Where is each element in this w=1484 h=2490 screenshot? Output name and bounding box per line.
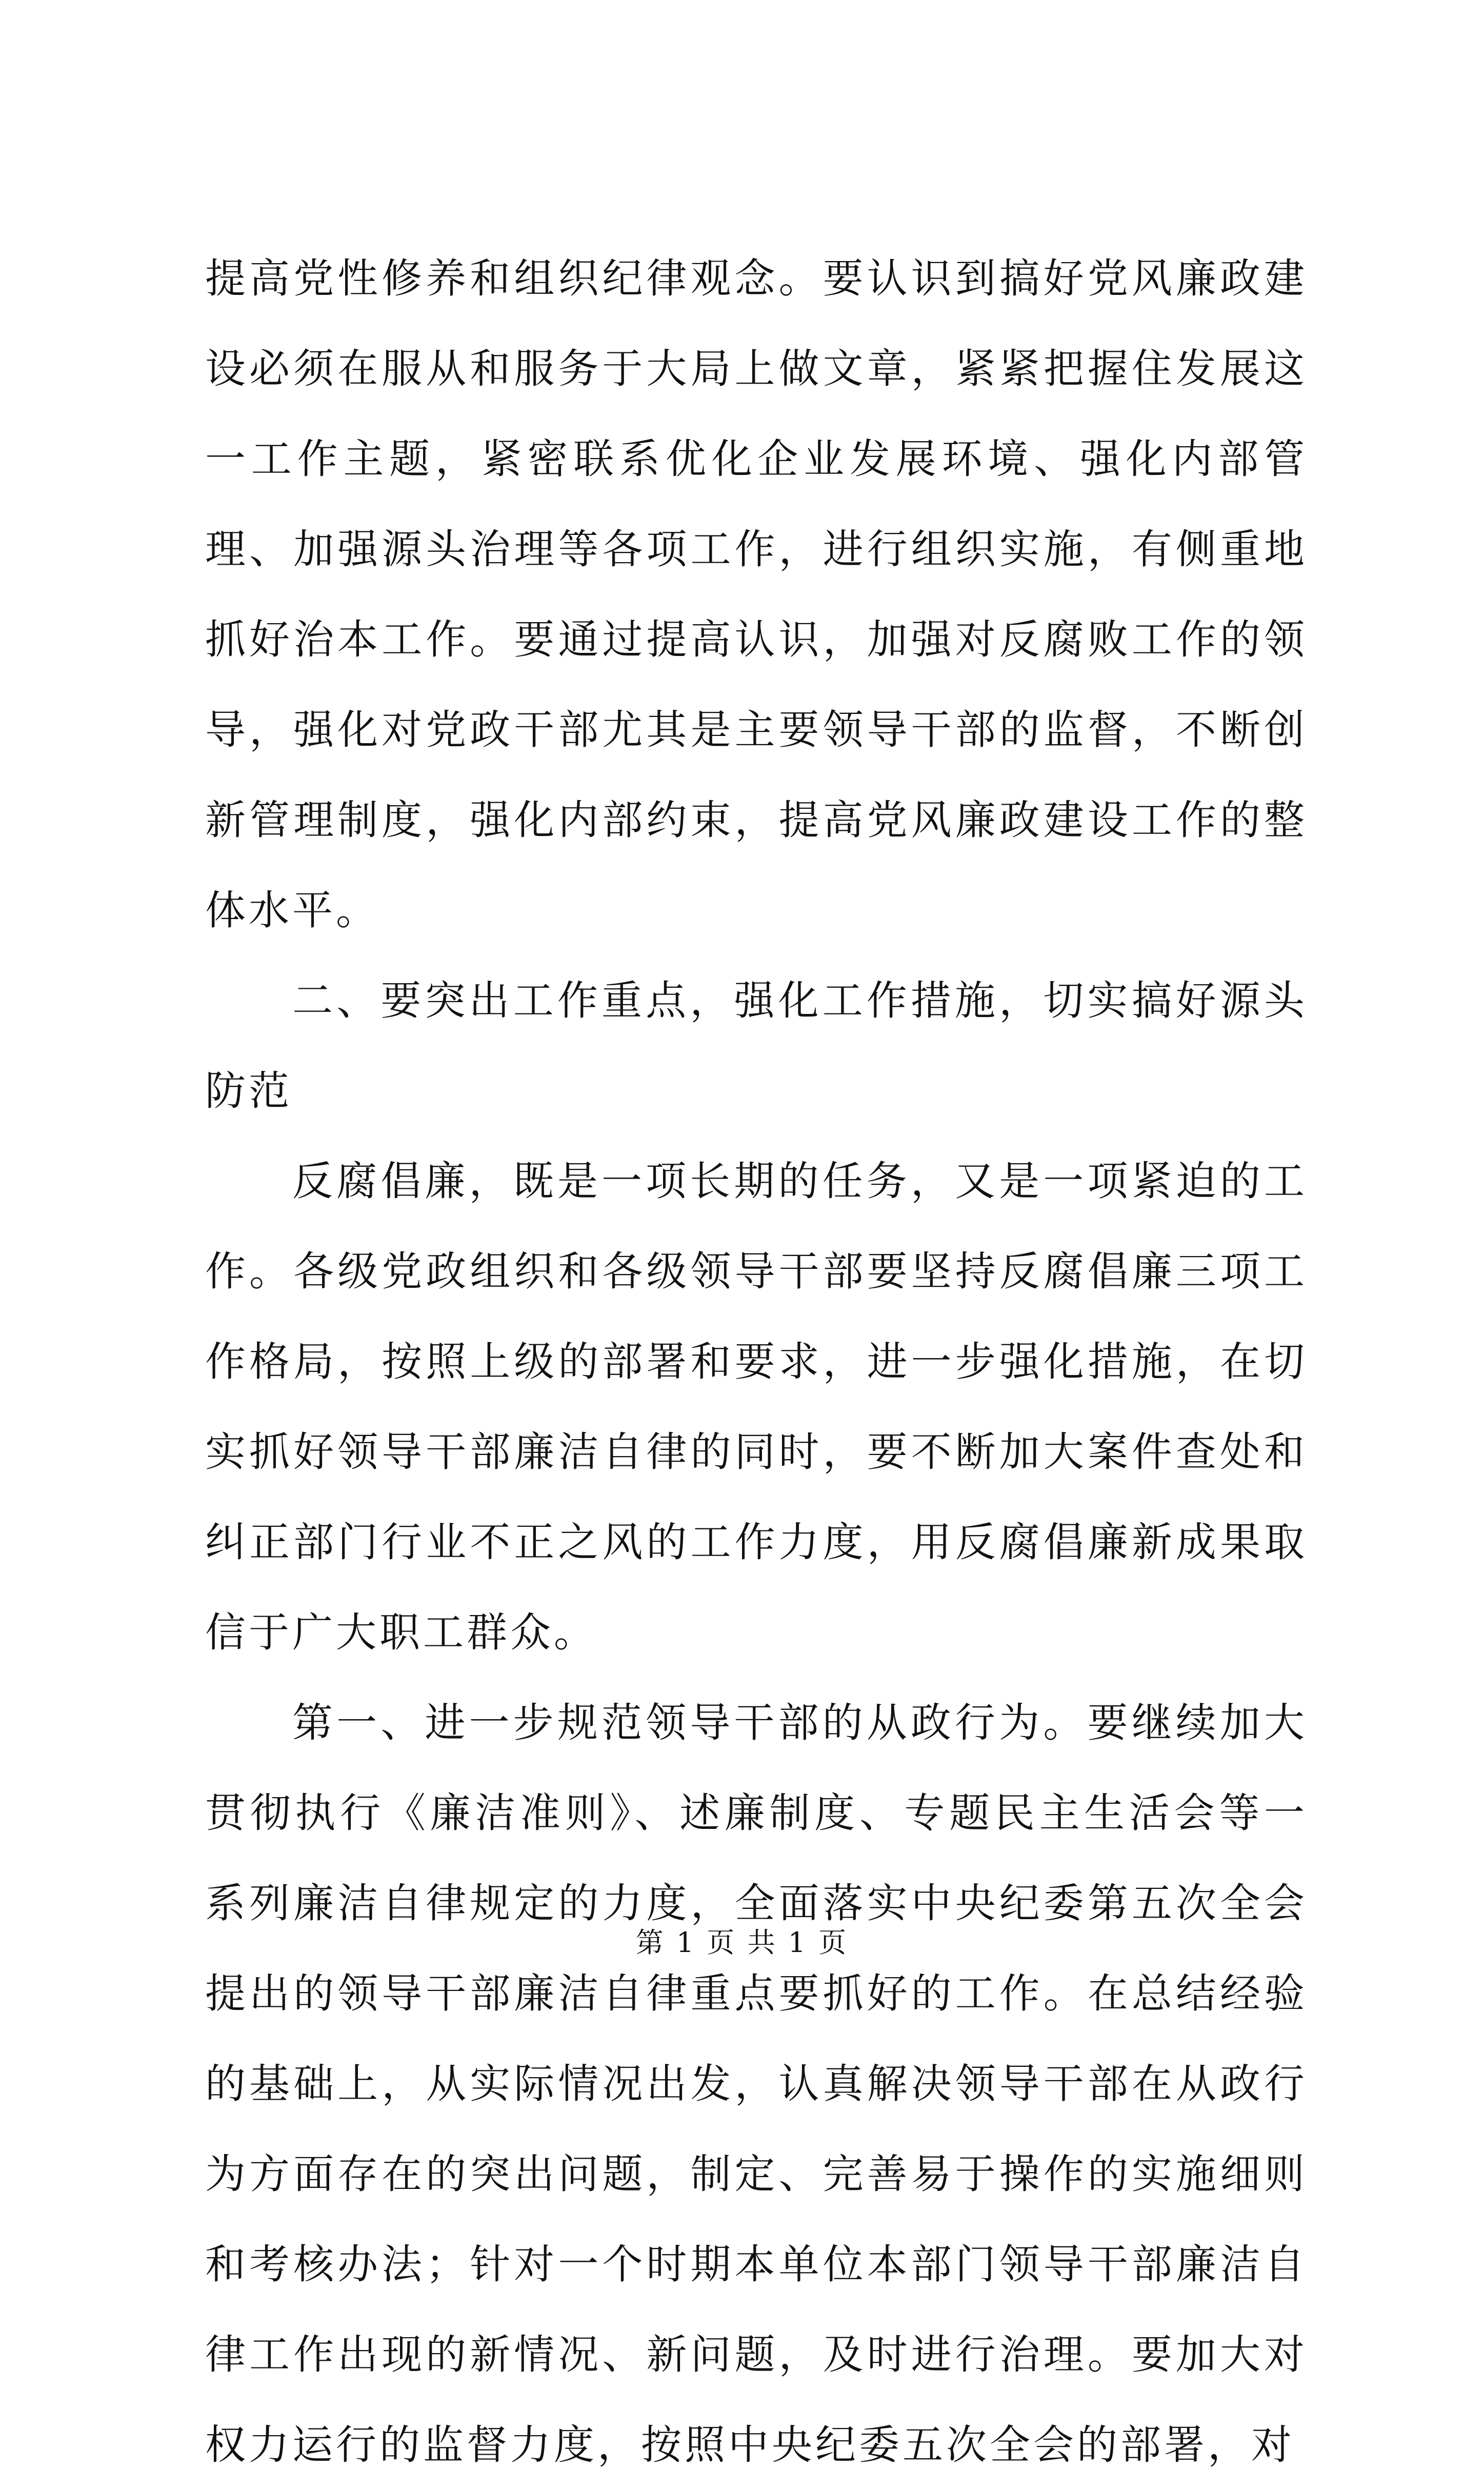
paragraph-1: 提高党性修养和组织纪律观念。要认识到搞好党风廉政建设必须在服从和服务于大局上做文章，紧紧把握住发展这一工作主题，紧密联系优化企业发展环境、强化内部管理、加强源头治理等各项工作，进行组织实施，有侧重地抓好治本工作。要通过提高认识，加强对反腐败工作的领导，强化对党政干部尤其是主要领导干部的监督，不断创新管理制度，强化内部约束，提高党风廉政建设工作的整体水平。: [205, 255, 1308, 934]
section-heading-2: 二、要突出工作重点，强化工作措施，切实搞好源头防范: [205, 977, 1308, 1114]
page-footer: 第 1 页 共 1 页: [635, 1926, 849, 1959]
paragraph-4: 第一、进一步规范领导干部的从政行为。要继续加大贯彻执行《廉洁准则》、述廉制度、专题民主生活会等一系列廉洁自律规定的力度，全面落实中央纪委第五次全会提出的领导干部廉洁自律重点要抓好的工作。在总结经验的基础上，从实际情况出发，认真解决领导干部在从政行为方面存在的突出问题，制定、完善易于操作的实施细则和考核办法；针对一个时期本单位本部门领导干部廉洁自律工作出现的新情况、新问题，及时进行治理。要加大对权力运行的监督力度，按照中央纪委五次全会的部署，对: [205, 1699, 1308, 2468]
paragraph-3: 反腐倡廉，既是一项长期的任务，又是一项紧迫的工作。各级党政组织和各级领导干部要坚持反腐倡廉三项工作格局，按照上级的部署和要求，进一步强化措施，在切实抓好领导干部廉洁自律的同时，要不断加大案件查处和纠正部门行业不正之风的工作力度，用反腐倡廉新成果取信于广大职工群众。: [205, 1158, 1308, 1656]
document-body: [205, 233, 1308, 2490]
